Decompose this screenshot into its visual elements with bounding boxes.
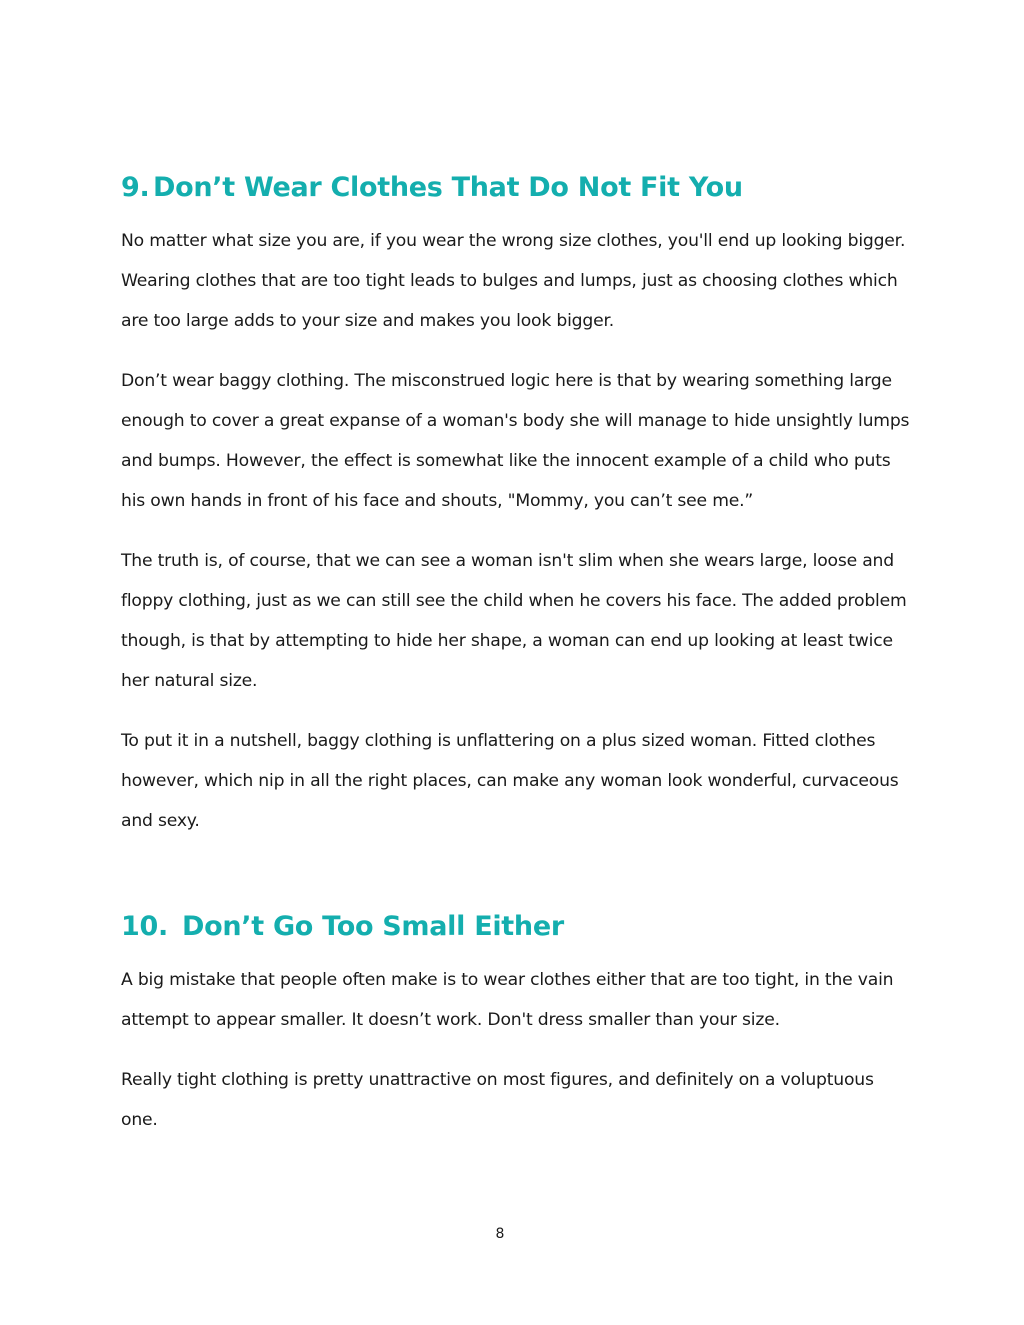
section-number: 9. [121,172,150,203]
page-number: 8 [495,1226,505,1242]
section-title: Don’t Go Too Small Either [182,911,564,942]
paragraph: No matter what size you are, if you wear the wrong size clothes, you'll end up looking bigger. Wearing clothes that are too tight leads to bulges and lumps, just as choosing clothes which are too large adds to your size and makes you look bigger. [121,231,906,331]
section-title: Don’t Wear Clothes That Do Not Fit You [153,172,743,203]
page-content [121,168,911,1140]
paragraph: To put it in a nutshell, baggy clothing is unflattering on a plus sized woman. Fitted clothes however, which nip in all the right places, can make any woman look wonderful, curvaceous and sexy. [121,731,899,831]
section-heading-10 [121,907,911,947]
section-heading-9 [121,168,911,208]
paragraph: A big mistake that people often make is to wear clothes either that are too tight, in the vain attempt to appear smaller. It doesn’t work. Don't dress smaller than your size. [121,970,894,1030]
section-spacer [121,841,911,907]
paragraph: Don’t wear baggy clothing. The misconstrued logic here is that by wearing something large enough to cover a great expanse of a woman's body she will manage to hide unsightly lumps and bumps. However, the effect is somewhat like the innocent example of a child who puts his own hands in front of his face and shouts, "Mommy, you can’t see me.” [121,371,910,511]
section-number: 10. [121,911,168,942]
paragraph: The truth is, of course, that we can see a woman isn't slim when she wears large, loose and floppy clothing, just as we can still see the child when he covers his face. The added problem though, is that by attempting to hide her shape, a woman can end up looking at least twice her natural size. [121,551,907,691]
paragraph: Really tight clothing is pretty unattractive on most figures, and definitely on a voluptuous one. [121,1070,874,1130]
